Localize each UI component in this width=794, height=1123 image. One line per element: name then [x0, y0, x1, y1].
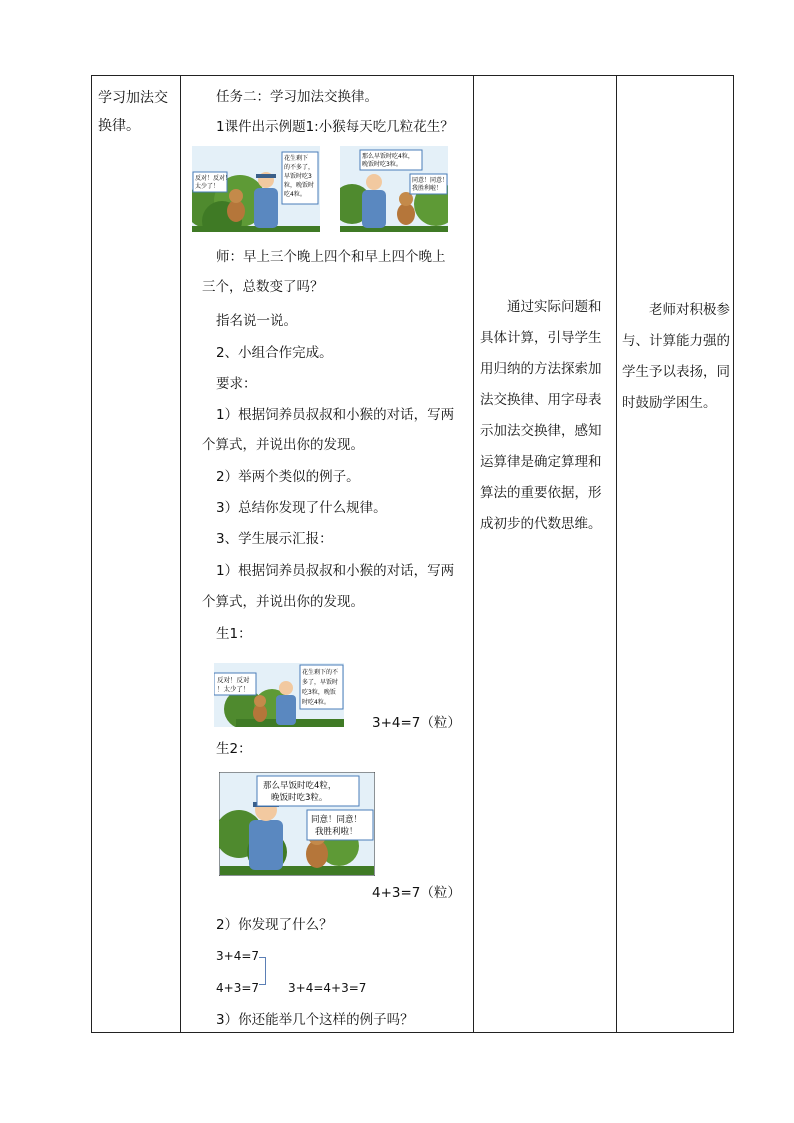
keeper-figure — [249, 820, 283, 870]
student1-equation: 3+4=7（粒） — [372, 715, 461, 731]
svg-text:我胜利啦！: 我胜利啦！ — [412, 185, 443, 192]
svg-text:我胜利啦！: 我胜利啦！ — [315, 827, 358, 837]
req1-line2: 个算式，并说出你的发现。 — [202, 437, 364, 453]
requirements-label: 要求： — [216, 376, 257, 392]
svg-text:时吃4粒。: 时吃4粒。 — [302, 699, 330, 706]
comic-panel-keeper-agree — [340, 146, 448, 232]
svg-text:太少了！: 太少了！ — [195, 183, 220, 190]
svg-text:吃4粒。: 吃4粒。 — [284, 191, 306, 198]
svg-text:多了，早饭时: 多了，早饭时 — [302, 679, 339, 686]
evaluation-text: 老师对积极参与、计算能力强的学生予以表扬，同时鼓励学困生。 — [622, 302, 730, 411]
equation-b: 4+3=7 — [216, 981, 260, 995]
monkey-figure — [397, 203, 415, 225]
teacher-question: 师：早上三个晚上四个和早上四个晚上三个，总数变了吗？ — [202, 249, 446, 295]
equation-a: 3+4=7 — [216, 949, 260, 963]
rep1-line2: 个算式，并说出你的发现。 — [202, 594, 364, 610]
svg-text:花生剩下: 花生剩下 — [284, 155, 309, 162]
svg-text:早饭时吃3: 早饭时吃3 — [284, 173, 312, 180]
svg-text:反对！反对: 反对！反对 — [217, 676, 250, 684]
svg-text:同意！同意！: 同意！同意！ — [311, 815, 363, 825]
task-title: 任务二：学习加法交换律。 — [216, 89, 378, 105]
rep1-line1: 1）根据饲养员叔叔和小猴的对话，写两 — [216, 563, 455, 579]
req3-text: 3）总结你发现了什么规律。 — [216, 500, 387, 516]
student2-comic — [219, 772, 375, 876]
svg-text:那么早饭时吃4粒，: 那么早饭时吃4粒， — [362, 153, 414, 160]
topic-cell — [92, 76, 180, 1032]
svg-text:同意！同意！: 同意！同意！ — [412, 177, 448, 184]
lesson-table — [91, 75, 734, 1033]
intent-cell — [473, 76, 616, 1032]
evaluation-cell — [616, 76, 735, 1032]
topic-text: 学习加法交换律。 — [98, 90, 168, 134]
monkey-figure — [227, 200, 245, 222]
student2-equation: 4+3=7（粒） — [372, 885, 461, 901]
svg-text:吃3粒，晚饭: 吃3粒，晚饭 — [302, 689, 336, 696]
svg-text:的不多了，: 的不多了， — [284, 164, 315, 171]
call-name-text: 指名说一说。 — [216, 313, 297, 329]
q3-text: 3）你还能举几个这样的例子吗？ — [216, 1012, 414, 1028]
keeper-figure — [362, 190, 386, 228]
svg-text:那么早饭时吃4粒，: 那么早饭时吃4粒， — [263, 781, 337, 791]
step2-text: 2、小组合作完成。 — [216, 345, 333, 361]
student1-label: 生1： — [216, 626, 252, 642]
svg-text:反对！反对！: 反对！反对！ — [195, 175, 232, 182]
process-cell — [180, 76, 473, 1032]
keeper-figure — [254, 188, 278, 228]
intent-text: 通过实际问题和具体计算，引导学生用归纳的方法探索加法交换律、用字母表示加法交换律，感知运算律是确定算理和算法的重要依据，形成初步的代数思维。 — [480, 299, 602, 532]
svg-text:粒，晚饭时: 粒，晚饭时 — [284, 182, 315, 189]
req2-text: 2）举两个类似的例子。 — [216, 469, 360, 485]
equation-c: 3+4=4+3=7 — [288, 981, 367, 995]
svg-text:！太少了！: ！太少了！ — [217, 685, 250, 693]
svg-text:晚饭时吃3粒。: 晚饭时吃3粒。 — [271, 793, 328, 803]
student1-comic — [214, 663, 344, 727]
svg-text:花生剩下的不: 花生剩下的不 — [302, 669, 339, 676]
q2-text: 2）你发现了什么？ — [216, 917, 333, 933]
keeper-figure — [276, 695, 296, 725]
example-text: 1课件出示例题1:小猴每天吃几粒花生？ — [216, 119, 454, 135]
step3-text: 3、学生展示汇报： — [216, 531, 333, 547]
student2-label: 生2： — [216, 741, 252, 757]
svg-text:晚饭时吃3粒。: 晚饭时吃3粒。 — [362, 161, 402, 168]
comic-panel-keeper-monkey — [192, 146, 320, 232]
req1-line1: 1）根据饲养员叔叔和小猴的对话，写两 — [216, 407, 455, 423]
